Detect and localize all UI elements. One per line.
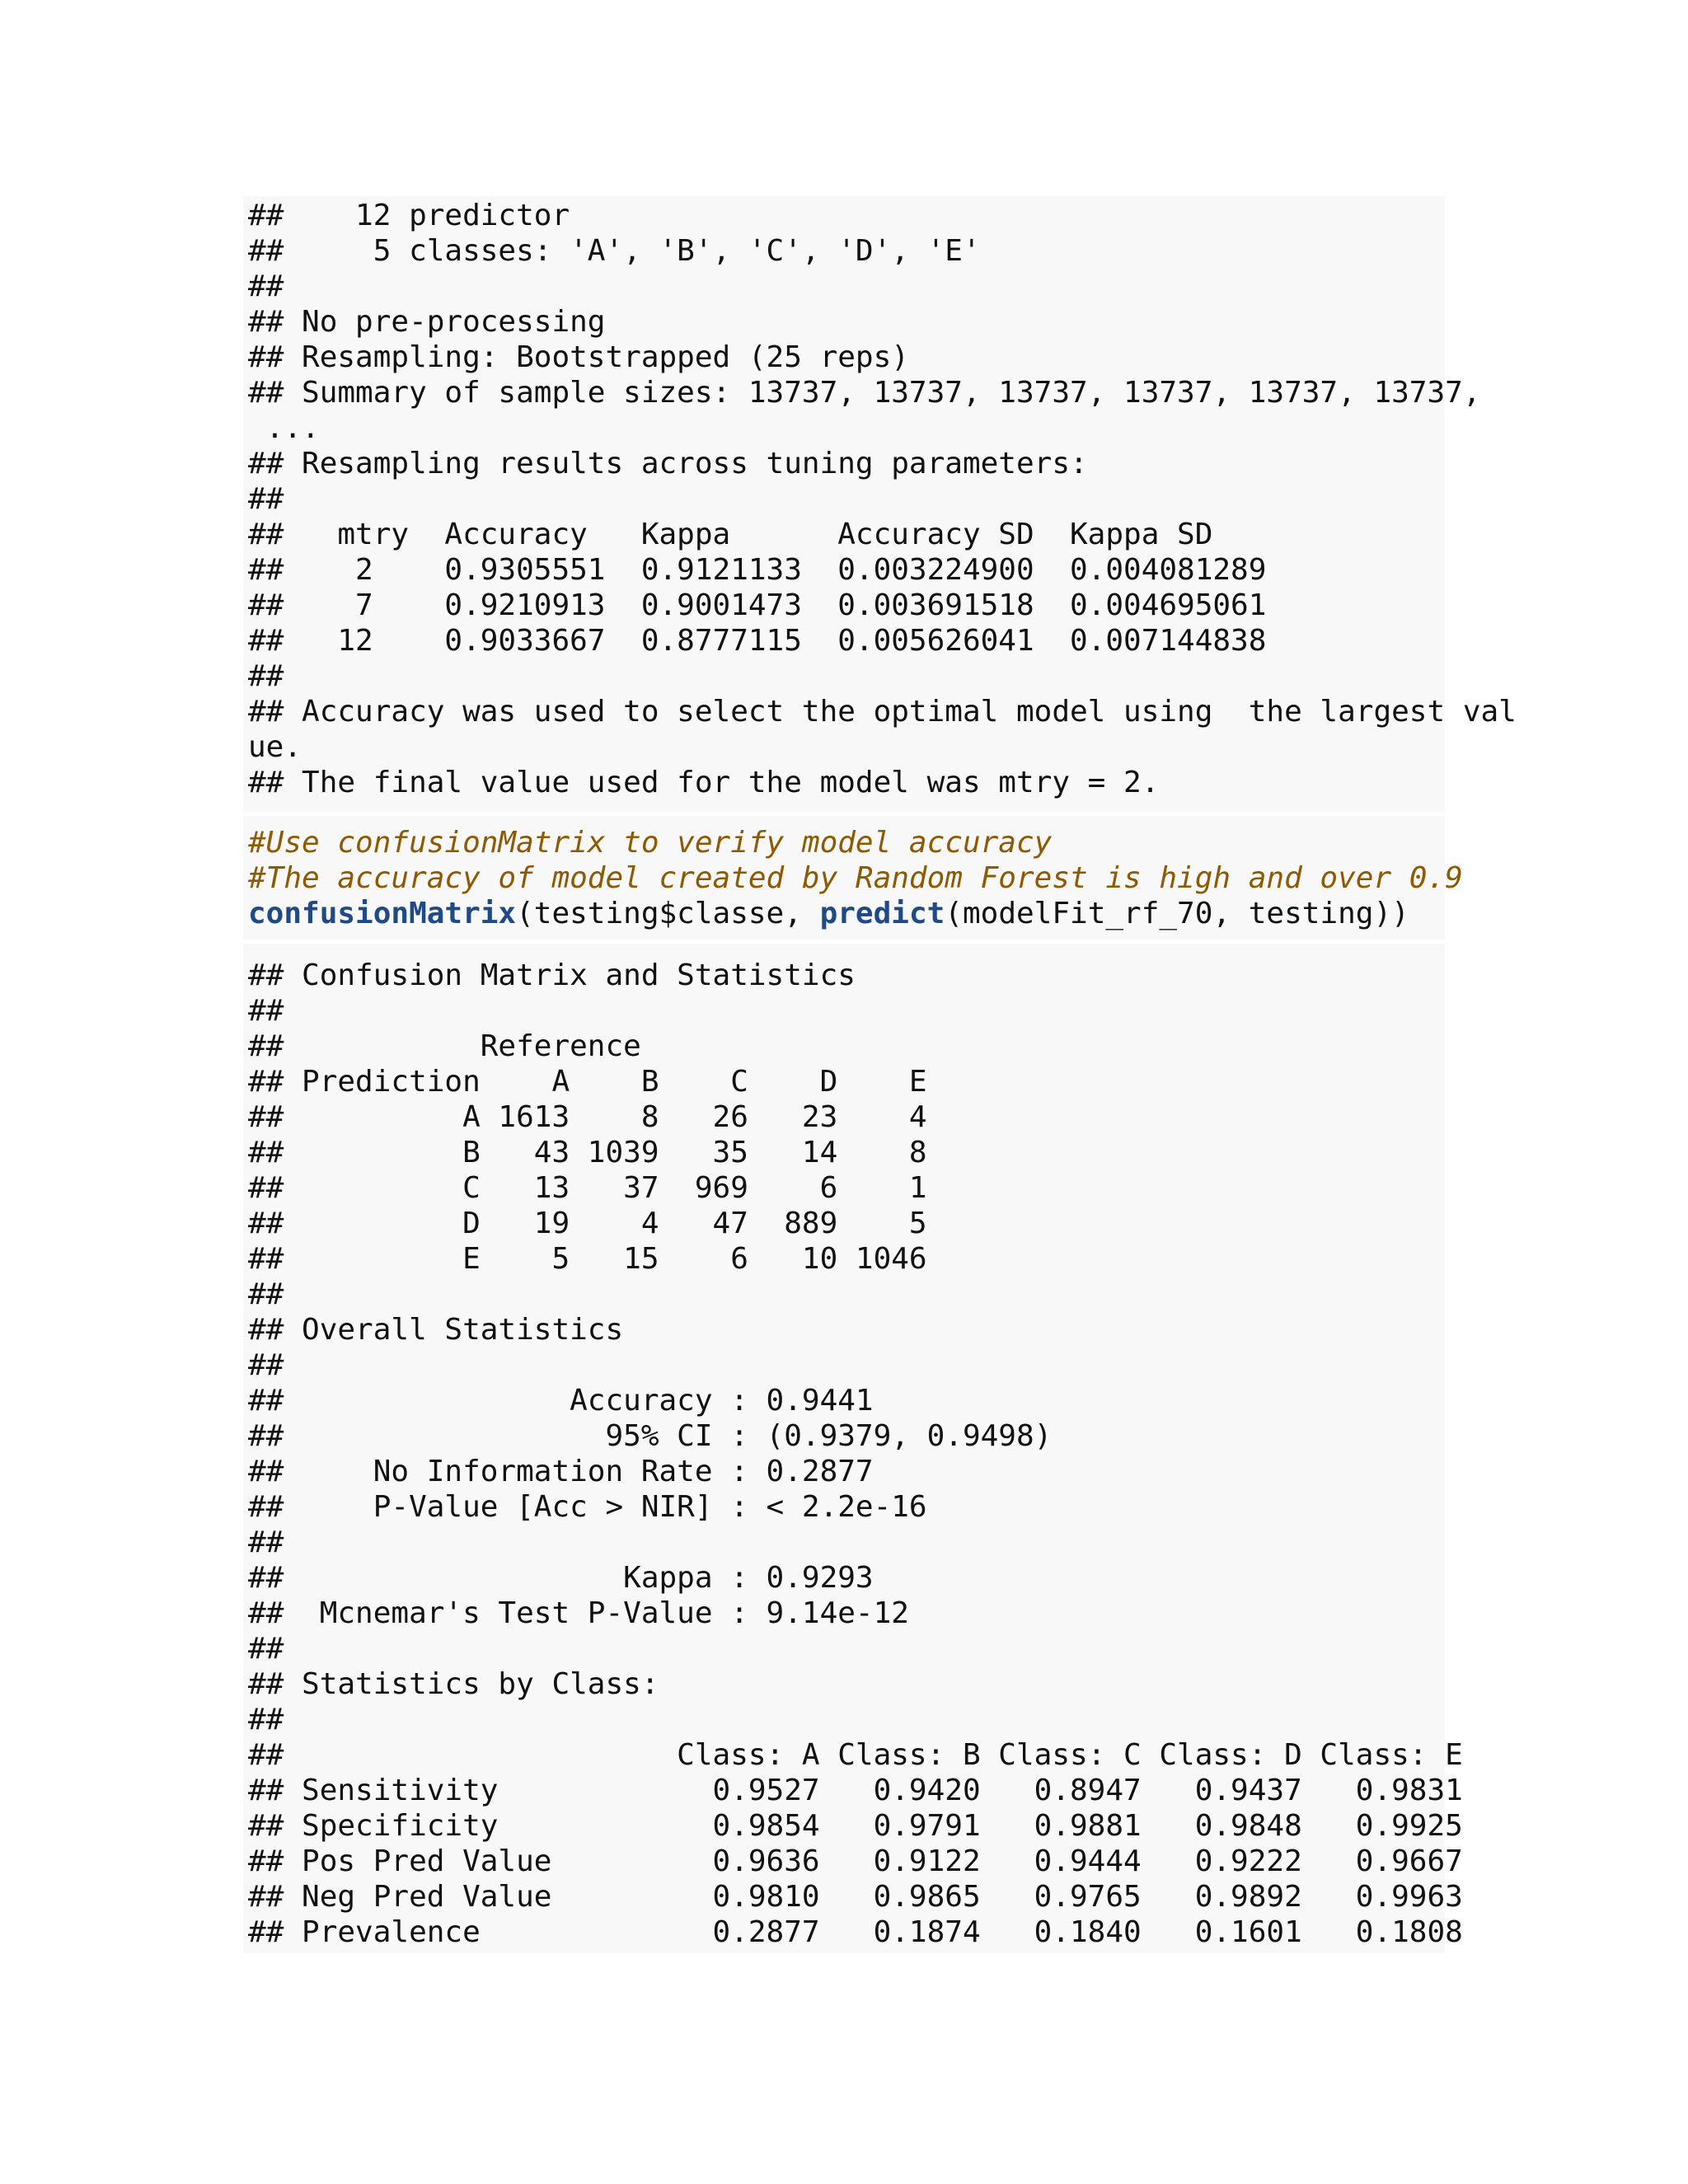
output-line: ## 5 classes: 'A', 'B', 'C', 'D', 'E' xyxy=(248,234,981,268)
output-line: ue. xyxy=(248,730,302,764)
output-block-training-summary xyxy=(243,196,1517,812)
code-call-line xyxy=(248,896,1440,931)
output-line: ## Neg Pred Value 0.9810 0.9865 0.9765 0.9892 0.9963 xyxy=(248,1880,1463,1914)
output-line: ## 12 0.9033667 0.8777115 0.005626041 0.007144838 xyxy=(248,624,1267,658)
output-line: ## No Information Rate : 0.2877 xyxy=(248,1455,874,1488)
output-line: ## B 43 1039 35 14 8 xyxy=(248,1136,927,1169)
output-line: ## A 1613 8 26 23 4 xyxy=(248,1100,927,1134)
function-name: predict xyxy=(819,897,945,930)
output-line: ## Statistics by Class: xyxy=(248,1667,659,1701)
output-line: ## xyxy=(248,1348,284,1382)
output-line: ## Prediction A B C D E xyxy=(248,1065,927,1099)
output-line: ## xyxy=(248,269,284,303)
output-line: ## P-Value [Acc > NIR] : < 2.2e-16 xyxy=(248,1490,927,1524)
function-name: confusionMatrix xyxy=(248,897,517,930)
output-line: ## Summary of sample sizes: 13737, 13737, 13737, 13737, 13737, 13737, xyxy=(248,376,1481,410)
output-line: ## The final value used for the model was mtry = 2. xyxy=(248,766,1160,799)
output-line: ## Prevalence 0.2877 0.1874 0.1840 0.1601 0.1808 xyxy=(248,1915,1463,1949)
output-line: ## Overall Statistics xyxy=(248,1313,624,1347)
output-line: ## No pre-processing xyxy=(248,305,606,339)
code-comment: #Use confusionMatrix to verify model accuracy xyxy=(248,826,1053,860)
output-line: ## Reference xyxy=(248,1029,641,1063)
code-comment: #The accuracy of model created by Random Forest is high and over 0.9 xyxy=(248,861,1463,895)
output-line: ## Resampling: Bootstrapped (25 reps) xyxy=(248,340,909,374)
output-line: ## Resampling results across tuning parameters: xyxy=(248,447,1088,480)
output-line: ## xyxy=(248,1277,284,1311)
output-line: ## E 5 15 6 10 1046 xyxy=(248,1242,927,1276)
output-line: ## xyxy=(248,482,284,516)
output-line: ## xyxy=(248,1526,284,1559)
output-line: ## Mcnemar's Test P-Value : 9.14e-12 xyxy=(248,1596,909,1630)
output-line: ## Pos Pred Value 0.9636 0.9122 0.9444 0.9222 0.9667 xyxy=(248,1844,1463,1878)
function-args: (modelFit_rf_70, testing)) xyxy=(945,897,1409,930)
output-line: ## Kappa : 0.9293 xyxy=(248,1561,874,1595)
output-line: ## C 13 37 969 6 1 xyxy=(248,1171,927,1205)
output-line: ## xyxy=(248,994,284,1028)
output-line: ## Accuracy was used to select the optimal model using the largest val xyxy=(248,695,1517,729)
output-line: ## Sensitivity 0.9527 0.9420 0.8947 0.9437 0.9831 xyxy=(248,1774,1463,1807)
output-line: ## Confusion Matrix and Statistics xyxy=(248,958,856,992)
output-line: ## xyxy=(248,1703,284,1736)
output-line: ## 2 0.9305551 0.9121133 0.003224900 0.004081289 xyxy=(248,553,1267,587)
output-block-confusion-matrix xyxy=(243,944,1463,1953)
output-line: ## mtry Accuracy Kappa Accuracy SD Kappa SD xyxy=(248,518,1213,551)
output-line: ## Specificity 0.9854 0.9791 0.9881 0.9848 0.9925 xyxy=(248,1809,1463,1843)
output-line: ## Accuracy : 0.9441 xyxy=(248,1384,874,1418)
output-line: ... xyxy=(248,411,320,445)
output-line: ## 7 0.9210913 0.9001473 0.003691518 0.004695061 xyxy=(248,588,1267,622)
output-line: ## D 19 4 47 889 5 xyxy=(248,1207,927,1240)
output-line: ## xyxy=(248,659,284,693)
output-line: ## 12 predictor xyxy=(248,199,570,232)
output-line: ## xyxy=(248,1632,284,1666)
code-block-confusion-matrix xyxy=(243,816,1463,940)
output-line: ## Class: A Class: B Class: C Class: D Class: E xyxy=(248,1738,1463,1772)
output-line: ## 95% CI : (0.9379, 0.9498) xyxy=(248,1419,1053,1453)
function-args: (testing$classe, xyxy=(516,897,820,930)
